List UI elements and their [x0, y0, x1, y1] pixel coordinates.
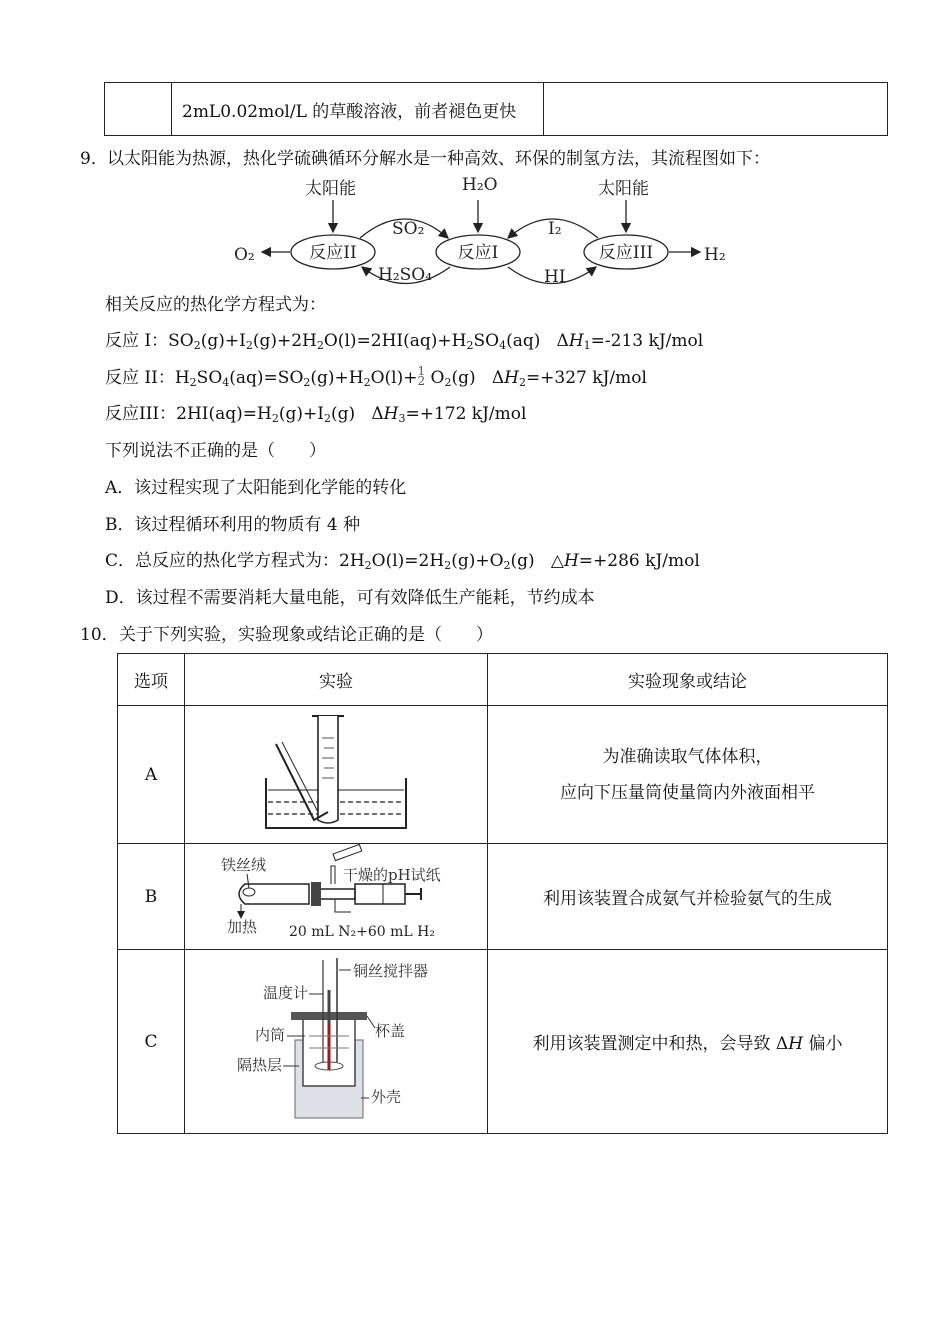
water-label: H₂O: [462, 175, 498, 195]
so2-label: SO₂: [392, 219, 425, 239]
row-c-option: C: [118, 950, 185, 1134]
calorimeter-diagram: [185, 950, 483, 1128]
row-c-conclusion: [488, 950, 888, 1134]
top-table: [104, 82, 888, 136]
o2-label: O₂: [234, 245, 255, 265]
q10-table: [117, 653, 888, 1134]
table-row-b: [118, 844, 888, 950]
i2-label: I₂: [548, 219, 562, 239]
q9-option-c-prefix: C．总反应的热化学方程式为：: [105, 551, 340, 571]
heat-label: 加热: [227, 918, 258, 936]
row-a-option: A: [118, 706, 185, 844]
q9-option-c: C．总反应的热化学方程式为：$2H_2O(l)=2H_2(g)+O_2(g)$ △H=+286 kJ/mol: [105, 551, 700, 572]
row-c-conclusion-h: H: [788, 1034, 804, 1054]
eq3-dh: =+172 kJ/mol: [405, 404, 527, 424]
row-a-conclusion: [488, 706, 888, 844]
q9-ask: 下列说法不正确的是（ ）: [105, 441, 326, 461]
row-b-conclusion: 利用该装置合成氨气并检验氨气的生成: [488, 844, 888, 950]
q9-intro: 相关反应的热化学方程式为：: [105, 295, 326, 315]
gas-mixture-label: 20 mL N₂+60 mL H₂: [289, 924, 435, 940]
reaction1-label: 反应I: [457, 243, 499, 263]
header-option: 选项: [118, 654, 185, 706]
flow-diagram: [230, 170, 740, 290]
q9-option-a: A．该过程实现了太阳能到化学能的转化: [105, 478, 407, 498]
inner-cup-label: 内筒: [255, 1026, 286, 1044]
q9-stem: 以太阳能为热源，热化学硫碘循环分解水是一种高效、环保的制氢方法，其流程图如下：: [107, 149, 770, 169]
eq1-dh: =-213 kJ/mol: [590, 331, 704, 351]
equation-3: 反应III：$2HI(aq)=H_2(g)+I_2(g)$ $\Delta H_3=+172$ kJ/mol: [105, 404, 527, 425]
hi-label: HI: [544, 267, 566, 287]
equation-1: 反应 I：$SO_2(g)+I_2(g)+2H_2O(l)=2HI(aq)+H_2SO_4(aq)$ $\Delta H_1=-213$ kJ/mol: [105, 331, 704, 352]
row-a-experiment: [185, 706, 488, 844]
top-table-empty-cell-right: [544, 83, 888, 136]
row-c-experiment: [185, 950, 488, 1134]
sun-left-label: 太阳能: [305, 179, 356, 199]
row-b-experiment: [185, 844, 488, 950]
q10-stem: 关于下列实验，实验现象或结论正确的是（ ）: [119, 625, 493, 645]
top-table-text-cell: 2mL0.02mol/L 的草酸溶液，前者褪色更快: [172, 83, 544, 136]
lid-label: 杯盖: [375, 1022, 406, 1040]
sun-right-label: 太阳能: [598, 179, 649, 199]
h2so4-label: H₂SO₄: [378, 265, 433, 285]
row-a-conclusion-line2: 应向下压量筒使量筒内外液面相平: [560, 782, 815, 803]
insulation-label: 隔热层: [237, 1056, 283, 1074]
reaction3-label: 反应III: [598, 243, 654, 263]
h2-label: H₂: [704, 245, 726, 265]
gas-collection-apparatus-diagram: [236, 708, 436, 836]
row-a-conclusion-line1: 为准确读取气体体积，: [602, 746, 773, 767]
iron-wool-label: 铁丝绒: [221, 856, 267, 874]
thermometer-label: 温度计: [263, 984, 309, 1002]
q9-number: 9．: [80, 149, 108, 169]
eq2-label: 反应 II：: [105, 368, 175, 388]
eq2-dh: =+327 kJ/mol: [525, 368, 647, 388]
row-c-conclusion-prefix: 利用该装置测定中和热，会导致 Δ: [532, 1034, 789, 1054]
equation-2: 反应 II：$H_2SO_4(aq)=SO_2(g)+H_2O(l)+1$ 2 $O_2(g)$ $\Delta H_2=+327$ kJ/mol: [105, 364, 647, 389]
table-row-a: [118, 706, 888, 844]
header-experiment: 实验: [185, 654, 488, 706]
row-b-option: B: [118, 844, 185, 950]
eq1-label: 反应 I：: [105, 331, 169, 351]
shell-label: 外壳: [371, 1088, 402, 1106]
top-table-empty-cell: [105, 83, 172, 136]
q9-option-c-dh: =+286 kJ/mol: [578, 551, 700, 571]
q10-number: 10．: [80, 625, 119, 645]
stirrer-label: 铜丝搅拌器: [353, 962, 429, 980]
row-c-conclusion-suffix: 偏小: [803, 1034, 843, 1054]
reaction2-label: 反应II: [309, 243, 357, 263]
eq3-label: 反应III：: [105, 404, 177, 424]
header-conclusion: 实验现象或结论: [488, 654, 888, 706]
q9-option-d: D．该过程不需要消耗大量电能，可有效降低生产能耗，节约成本: [105, 588, 595, 608]
table-row-c: [118, 950, 888, 1134]
ph-paper-label: 干燥的pH试纸: [343, 866, 441, 884]
ammonia-synthesis-apparatus-diagram: [185, 844, 483, 944]
q9-option-b: B．该过程循环利用的物质有 4 种: [105, 515, 361, 535]
